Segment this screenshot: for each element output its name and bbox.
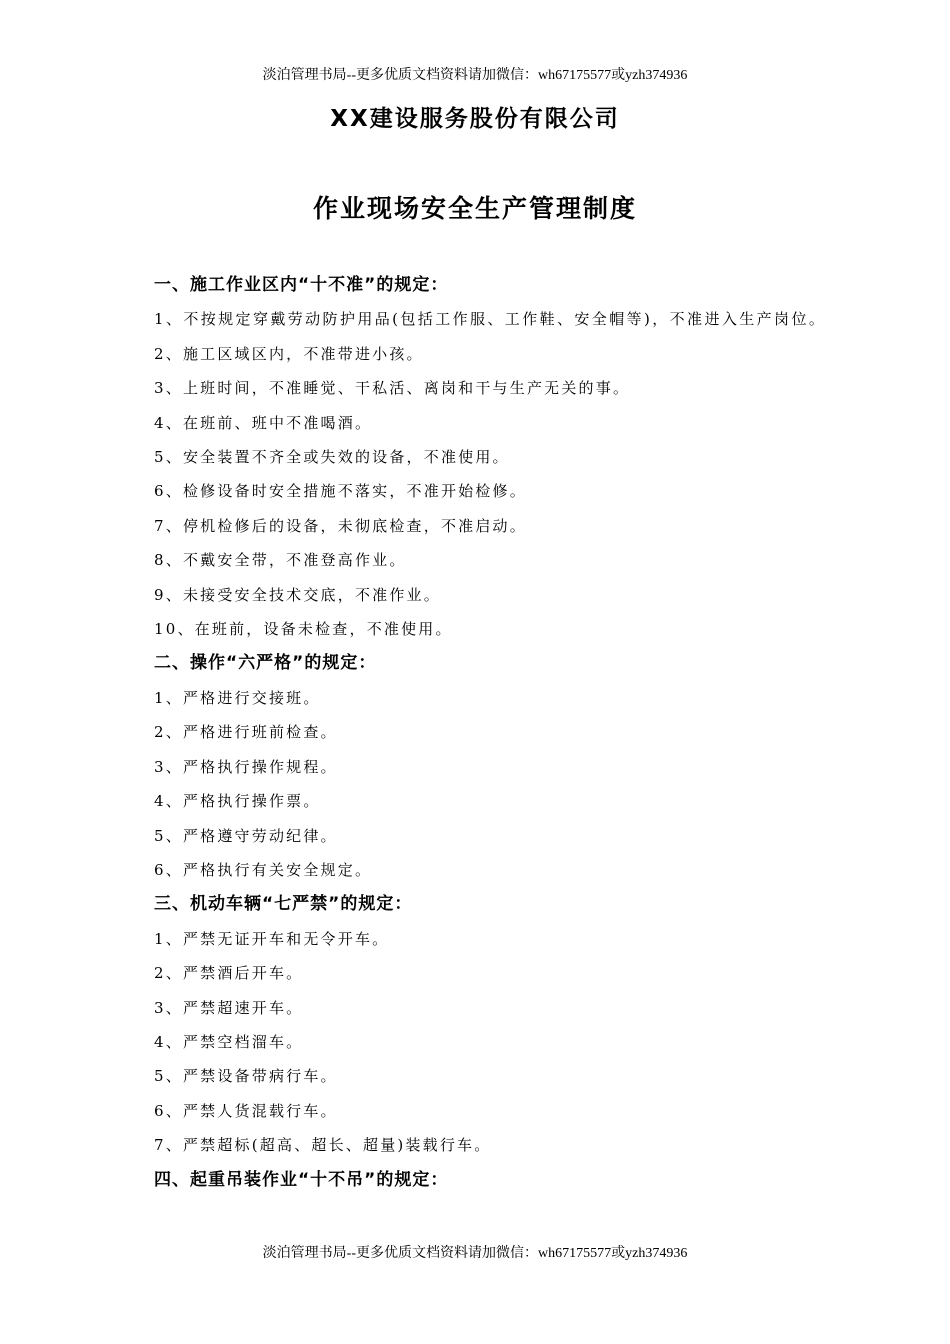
page-header-note: 淡泊管理书局--更多优质文档资料请加微信：wh67175577或yzh374936 [262,68,688,83]
list-item: 6、严禁人货混载行车。 [154,1101,338,1120]
list-item: 7、严禁超标(超高、超长、超量)装载行车。 [154,1136,492,1155]
list-item: 3、严禁超速开车。 [154,998,304,1017]
list-item: 4、严禁空档溜车。 [154,1032,304,1051]
list-item: 5、严格遵守劳动纪律。 [154,826,338,845]
list-item: 3、严格执行操作规程。 [154,757,338,776]
document-title: 作业现场安全生产管理制度 [312,194,637,223]
section-heading: 四、起重吊装作业“十不吊”的规定： [154,1169,449,1190]
section-ten-prohibitions [118,268,838,646]
section-vehicle-seven-bans [118,887,838,1162]
section-lifting-ten-no-lifts [118,1163,838,1197]
list-item: 6、严格执行有关安全规定。 [154,860,373,879]
list-item: 1、严格进行交接班。 [154,688,321,707]
list-item: 6、检修设备时安全措施不落实，不准开始检修。 [154,482,527,501]
section-heading: 一、施工作业区内“十不准”的规定： [154,275,449,295]
section-heading: 二、操作“六严格”的规定： [154,653,377,674]
company-title: XX建设服务股份有限公司 [330,106,620,132]
list-item: 2、严禁酒后开车。 [154,964,304,983]
section-heading: 三、机动车辆“七严禁”的规定： [154,894,413,915]
list-item: 4、严格执行操作票。 [154,792,321,811]
list-item: 9、未接受安全技术交底，不准作业。 [154,585,441,604]
list-item: 10、在班前，设备未检查，不准使用。 [154,620,453,639]
list-item: 5、严禁设备带病行车。 [154,1067,338,1086]
page-footer-note: 淡泊管理书局--更多优质文档资料请加微信：wh67175577或yzh374936 [262,1246,688,1261]
list-item: 2、施工区域区内，不准带进小孩。 [154,344,424,363]
list-item: 4、在班前、班中不准喝酒。 [154,413,373,432]
list-item: 3、上班时间，不准睡觉、干私活、离岗和干与生产无关的事。 [154,379,631,398]
list-item: 2、严格进行班前检查。 [154,723,338,742]
list-item: 5、安全装置不齐全或失效的设备，不准使用。 [154,448,510,467]
list-item: 1、不按规定穿戴劳动防护用品(包括工作服、工作鞋、安全帽等)，不准进入生产岗位。 [154,310,827,329]
document-body [118,268,838,1197]
list-item: 8、不戴安全带，不准登高作业。 [154,551,407,570]
list-item: 7、停机检修后的设备，未彻底检查，不准启动。 [154,516,527,535]
list-item: 1、严禁无证开车和无令开车。 [154,929,390,948]
section-six-strict-rules [118,646,838,887]
